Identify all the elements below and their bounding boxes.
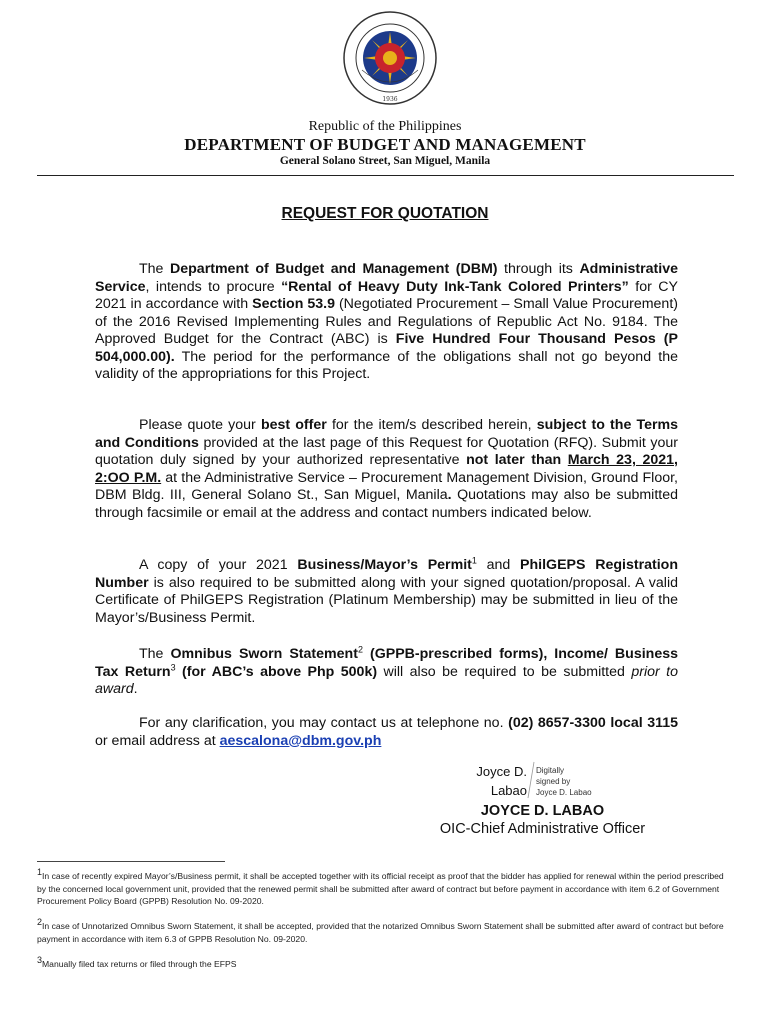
- signer-title: OIC-Chief Administrative Officer: [439, 821, 646, 837]
- deadline: March 23, 2021, 2:OO P.M.: [95, 452, 678, 486]
- paragraph-quotation: Please quote your best offer for the item/s described herein, subject to the Terms and Conditions provided at the last page of this Request for Quotation (RFQ). Submit your quotation duly signed by your authorized representative not later than March 23, 2021, 2:OO P.M. at the Administrative Service – Procurement Management Division, Ground Floor, DBM Bldg. III, General Solano St., San Miguel, Manila. Quotations may also be submitted through facsimile or email at the address and contact numbers indicated below.: [95, 417, 679, 521]
- footnote-2: $^2$In case of Unnotarized Omnibus Sworn Statement, it shall be accepted, provided that the notarized Omnibus Sworn Statement shall be submitted after award of contract but before payment in accordance with item 6.3 of GPPB Resolution No. 09-2020.: [37, 917, 724, 944]
- document-title: REQUEST FOR QUOTATION: [281, 205, 489, 222]
- paragraph-contact: For any clarification, you may contact us at telephone no. (02) 8657-3300 local 3115 or email address at aescalona@dbm.gov.ph: [95, 715, 679, 749]
- phone-number: (02) 8657-3300 local 3115: [508, 715, 679, 731]
- signature-divider: [527, 760, 535, 800]
- department-name: DEPARTMENT OF BUDGET AND MANAGEMENT: [184, 135, 586, 154]
- signature-name-block: Joyce D. Labao: [476, 764, 527, 798]
- header-divider: [37, 175, 734, 176]
- digital-signature-note: Digitally signed by Joyce D. Labao: [536, 766, 592, 797]
- footnote-3: $^3$Manually filed tax returns or filed through the EFPS: [37, 955, 237, 969]
- paragraph-permit: A copy of your 2021 Business/Mayor’s Permit$^1$ and PhilGEPS Registration Number is also required to be submitted along with your signed quotation/proposal. A valid Certificate of PhilGEPS Registration (Platinum Membership) may be submitted in lieu of the Mayor’s/Business Permit.: [95, 555, 678, 626]
- footnote-1: $^1$In case of recently expired Mayor’s/Business permit, it shall be accepted together with its official receipt as proof that the bidder has applied for renewal within the period prescribed by the concerned local government unit, provided that the renewed permit shall be submitted after award of contract but before payment in accordance with item 6.2 of Government Procurement Policy Board (GPPB) Resolution No. 09-2020.: [37, 867, 724, 906]
- signer-name: JOYCE D. LABAO: [480, 803, 605, 819]
- dbm-seal-logo: [342, 10, 438, 106]
- email-link[interactable]: aescalona@dbm.gov.ph: [219, 732, 382, 749]
- footnote-divider: [37, 861, 225, 862]
- republic-line: Republic of the Philippines: [308, 119, 462, 134]
- svg-text:1936: 1936: [382, 96, 398, 103]
- paragraph-procurement: The Department of Budget and Management (DBM) through its Administrative Service, intends to procure “Rental of Heavy Duty Ink-Tank Colored Printers” for CY 2021 in accordance with Section 53.9 (Negotiated Procurement – Small Value Procurement) of the 2016 Revised Implementing Rules and Regulations of Republic Act No. 9184. The Approved Budget for the Contract (ABC) is Five Hundred Four Thousand Pesos (P 504,000.00). The period for the performance of the obligations shall not go beyond the validity of the appropriations for this Project.: [95, 261, 679, 382]
- department-address: General Solano Street, San Miguel, Manila: [279, 155, 491, 167]
- paragraph-omnibus: The Omnibus Sworn Statement$^2$ (GPPB-prescribed forms), Income/ Business Tax Return$^3$ (for ABC’s above Php 500k) will also be required to be submitted prior to award.: [95, 644, 679, 697]
